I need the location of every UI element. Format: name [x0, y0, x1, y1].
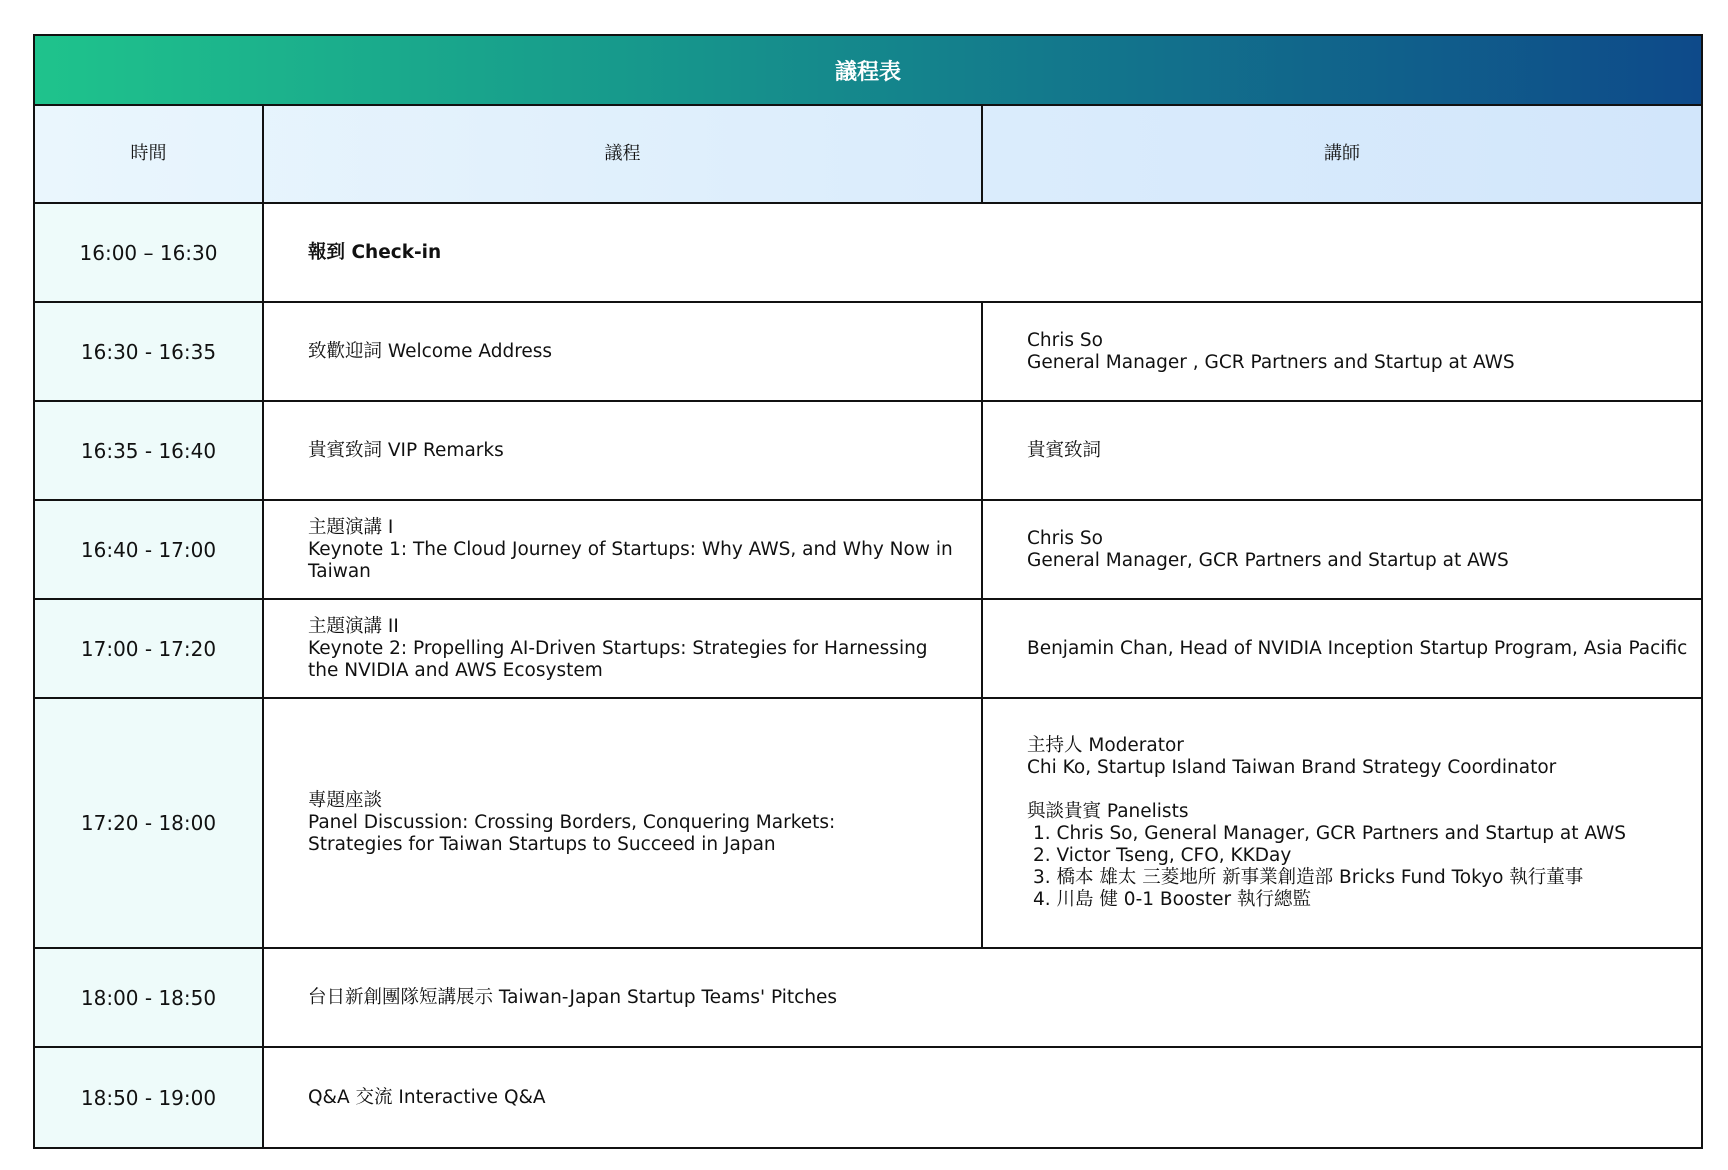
moderator-name: Chi Ko, Startup Island Taiwan Brand Strategy Coordinator	[1027, 757, 1557, 778]
speaker-name: Chris So	[1027, 329, 1103, 351]
panelist-item: 4. 川島 健 0-1 Booster 執行總監	[1033, 889, 1311, 910]
table-row	[35, 204, 1701, 303]
agenda-cell	[264, 501, 983, 598]
speaker-cell: 貴賓致詞	[1027, 439, 1102, 461]
speaker-name: Chris So	[1027, 527, 1103, 549]
agenda-cell: 貴賓致詞 VIP Remarks	[264, 402, 983, 499]
header-agenda: 議程	[264, 106, 983, 202]
time-cell: 18:50 - 19:00	[35, 1048, 264, 1147]
panelist-item: 1. Chris So, General Manager, GCR Partners and Startup at AWS	[1033, 823, 1627, 844]
table-row	[35, 303, 1701, 402]
time-cell: 18:00 - 18:50	[35, 949, 264, 1046]
time-cell: 17:00 - 17:20	[35, 600, 264, 697]
agenda-detail: Keynote 1: The Cloud Journey of Startups: Why AWS, and Why Now in Taiwan	[308, 538, 953, 582]
agenda-cell	[264, 600, 983, 697]
time-cell: 17:20 - 18:00	[35, 699, 264, 947]
time-cell: 16:00 – 16:30	[35, 204, 264, 301]
agenda-table	[33, 34, 1703, 1149]
agenda-cell: Q&A 交流 Interactive Q&A	[308, 1086, 546, 1108]
agenda-detail: Panel Discussion: Crossing Borders, Conquering Markets:	[308, 812, 836, 833]
agenda-cell	[264, 699, 983, 947]
agenda-title: 專題座談	[308, 790, 383, 811]
header-time: 時間	[35, 106, 264, 202]
agenda-detail: Strategies for Taiwan Startups to Succeed in Japan	[308, 834, 776, 855]
agenda-cell: 報到 Check-in	[308, 241, 442, 263]
header-speaker: 講師	[1324, 143, 1360, 164]
table-row	[35, 699, 1701, 949]
table-row	[35, 1048, 1701, 1147]
speaker-title: General Manager , GCR Partners and Startup at AWS	[1027, 351, 1515, 373]
agenda-cell: 致歡迎詞 Welcome Address	[264, 303, 983, 400]
panelist-item: 3. 橋本 雄太 三菱地所 新事業創造部 Bricks Fund Tokyo 執行董事	[1033, 867, 1584, 888]
agenda-title: 主題演講 II	[308, 615, 399, 637]
speaker-cell: Benjamin Chan, Head of NVIDIA Inception Startup Program, Asia Pacific	[1027, 637, 1688, 659]
speaker-cell	[983, 699, 1701, 947]
speaker-title: General Manager, GCR Partners and Startup at AWS	[1027, 549, 1509, 571]
speaker-cell	[983, 501, 1701, 598]
time-cell: 16:40 - 17:00	[35, 501, 264, 598]
table-row	[35, 949, 1701, 1048]
table-row	[35, 600, 1701, 699]
table-row	[35, 402, 1701, 501]
panelists-label: 與談貴賓 Panelists	[1027, 801, 1189, 822]
agenda-detail: the NVIDIA and AWS Ecosystem	[308, 659, 603, 681]
speaker-cell	[983, 303, 1701, 400]
agenda-cell: 台日新創團隊短講展示 Taiwan-Japan Startup Teams' Pitches	[308, 986, 838, 1008]
agenda-detail: Keynote 2: Propelling AI-Driven Startups: Strategies for Harnessing	[308, 637, 928, 659]
table-title: 議程表	[35, 36, 1701, 106]
table-row	[35, 501, 1701, 600]
time-cell: 16:30 - 16:35	[35, 303, 264, 400]
panelist-item: 2. Victor Tseng, CFO, KKDay	[1033, 845, 1292, 866]
header-row	[35, 106, 1701, 204]
moderator-label: 主持人 Moderator	[1027, 735, 1184, 756]
time-cell: 16:35 - 16:40	[35, 402, 264, 499]
agenda-title: 主題演講 I	[308, 516, 394, 538]
